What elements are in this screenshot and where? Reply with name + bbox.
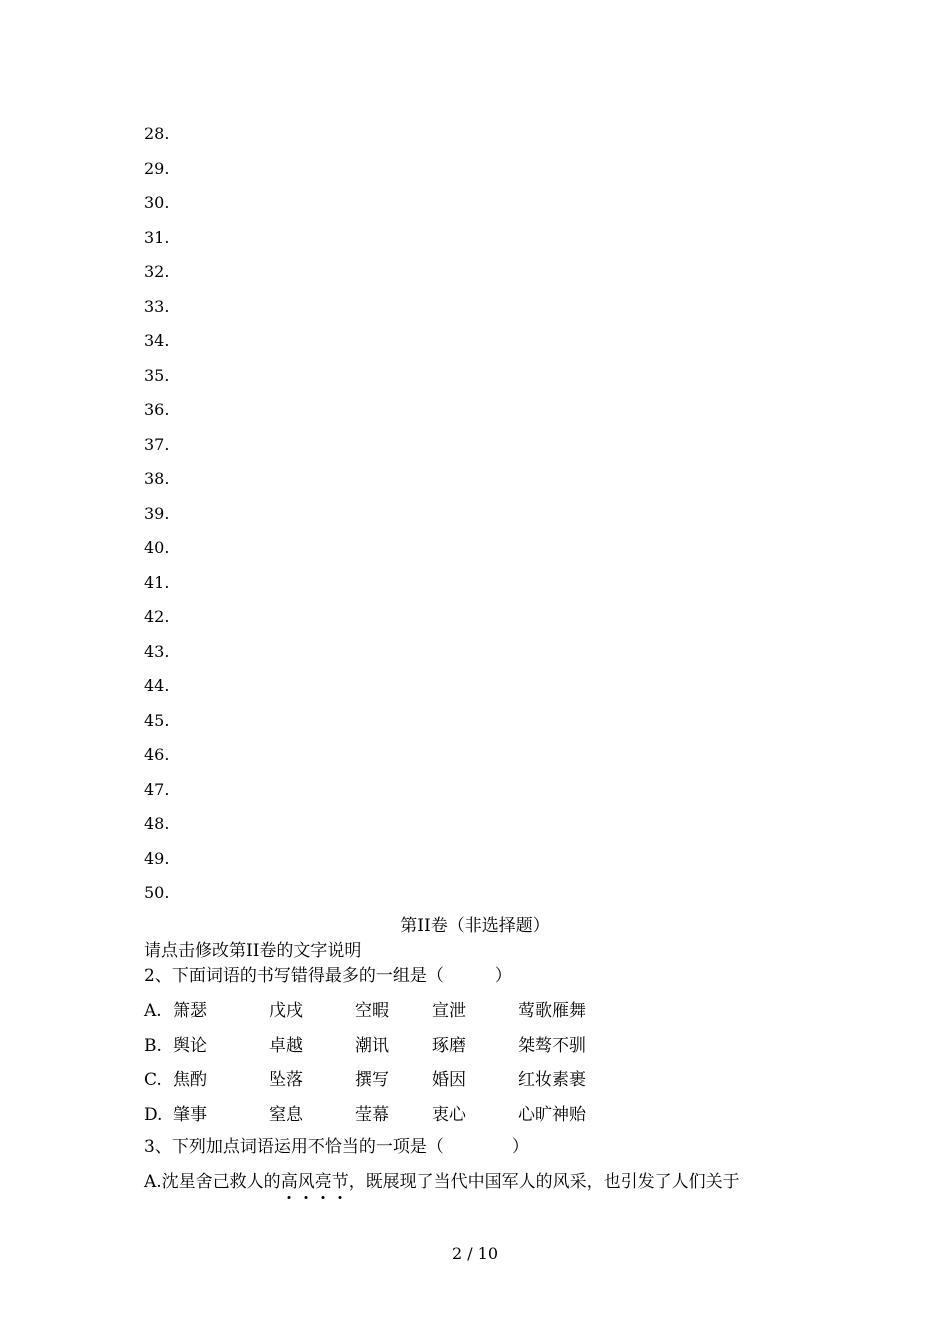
answer-number: 32. [144,262,170,281]
answer-number: 34. [144,331,170,350]
dotted-char: 高 [280,1172,298,1192]
option-label: D. [144,1104,163,1125]
option-word: 红妆素裹 [518,1070,586,1090]
answer-number: 35. [144,365,170,385]
answer-number: 49. [144,848,170,868]
answer-number: 50. [144,883,170,902]
option-word: 撰写 [355,1070,389,1090]
option-word: 坠落 [269,1070,303,1090]
option-word: 窒息 [269,1104,303,1125]
question-2-stem: 2、下面词语的书写错得最多的一组是（ ） [144,966,512,986]
question-3-option-a [144,1171,740,1193]
answer-number: 46. [144,745,170,764]
answer-number: 29. [144,158,170,178]
answer-number: 30. [144,193,170,212]
question-3-stem: 3、下列加点词语运用不恰当的一项是（ ） [144,1137,529,1157]
answer-number: 39. [144,503,170,523]
option-word: 莹幕 [355,1104,389,1125]
option-word: 婚因 [432,1070,466,1090]
answer-number: 36. [144,400,170,419]
answer-number: 40. [144,538,170,557]
answer-number: 42. [144,607,170,626]
option-a-text-before: A.沈星舍己救人的 [144,1172,281,1192]
answer-number: 31. [144,227,170,247]
dotted-char: 节 [331,1172,349,1192]
answer-number: 41. [144,572,170,592]
option-word: 宣泄 [432,1001,466,1021]
section-note: 请点击修改第II卷的文字说明 [144,941,362,961]
option-word: 衷心 [432,1104,466,1125]
option-word: 桀骜不驯 [518,1035,586,1056]
option-word: 潮讯 [355,1035,389,1056]
answer-number: 28. [144,124,170,143]
answer-number: 33. [144,296,170,316]
dotted-word [281,1172,349,1192]
section-title: 第II卷（非选择题） [400,916,550,936]
option-a-text-after: ，既展现了当代中国军人的风采，也引发了人们关于 [348,1172,740,1192]
option-label: B. [144,1035,162,1056]
page-indicator: 2 / 10 [451,1244,499,1263]
answer-number: 48. [144,814,170,833]
dotted-char: 风 [297,1172,315,1192]
option-word: 莺歌雁舞 [518,1001,586,1021]
answer-number: 45. [144,710,170,730]
option-label: A. [144,1001,162,1021]
answer-number: 44. [144,676,170,695]
option-word: 肇事 [173,1104,207,1125]
option-word: 心旷神贻 [518,1104,586,1125]
option-word: 琢磨 [432,1035,466,1056]
answer-number: 43. [144,641,170,661]
option-label: C. [144,1070,162,1090]
answer-number: 38. [144,469,170,488]
option-word: 卓越 [269,1035,303,1056]
option-word: 箫瑟 [173,1001,207,1021]
option-word: 戊戌 [269,1001,303,1021]
option-word: 空暇 [355,1001,389,1021]
answer-number: 37. [144,434,170,454]
answer-number: 47. [144,779,170,799]
option-word: 焦酌 [173,1070,207,1090]
option-word: 舆论 [173,1035,207,1056]
dotted-char: 亮 [314,1172,332,1192]
